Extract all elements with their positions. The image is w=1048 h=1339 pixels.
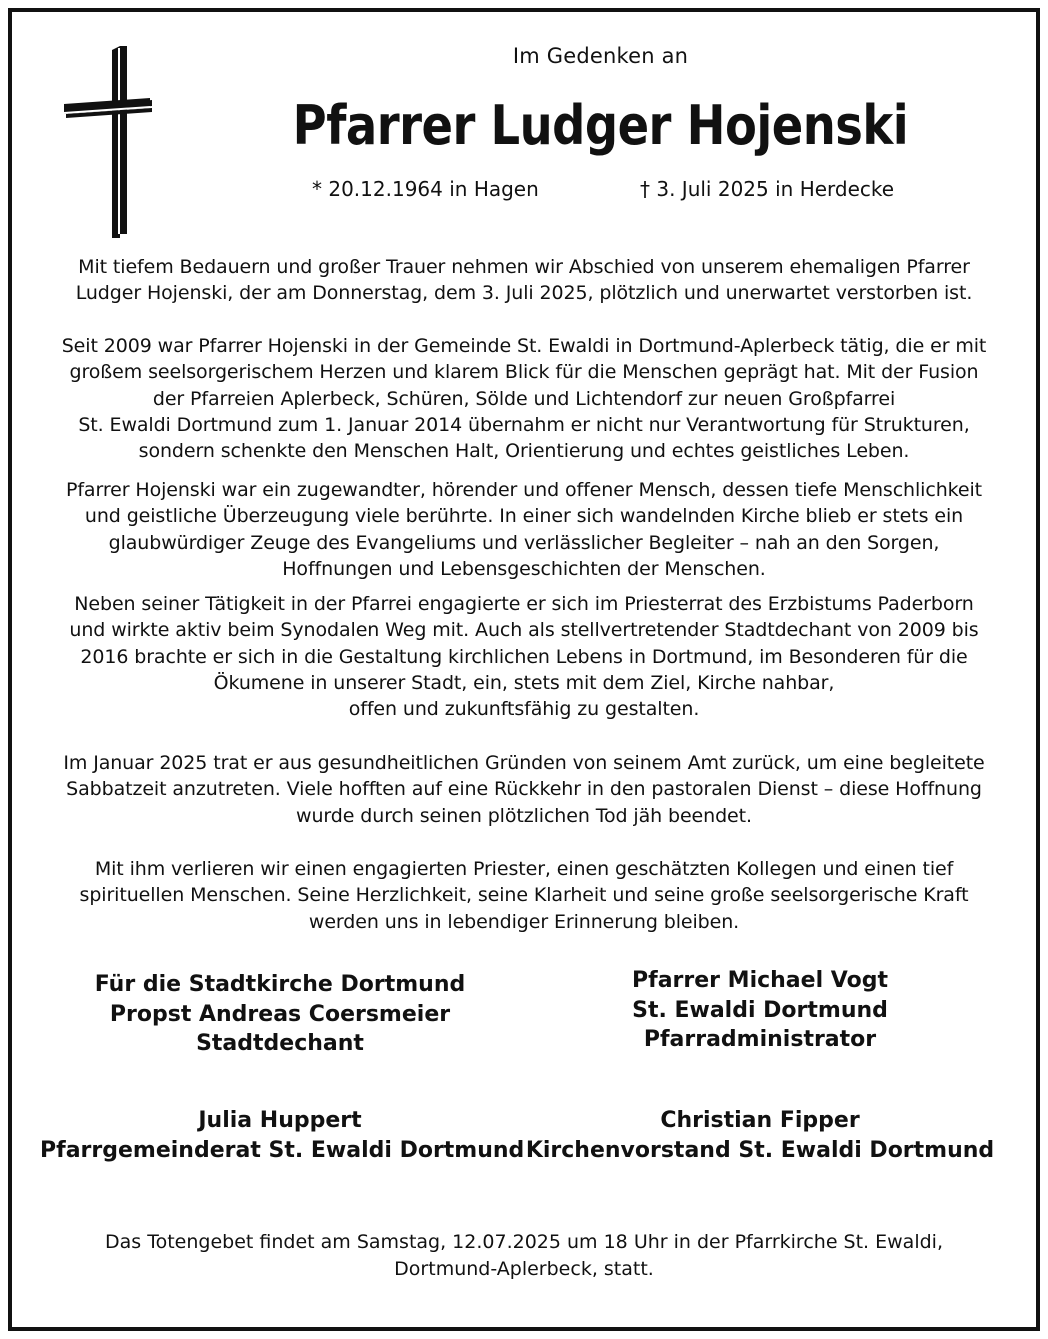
- paragraph-character: [40, 477, 1008, 582]
- paragraph-retirement: [40, 750, 1008, 829]
- text-line: Neben seiner Tätigkeit in der Pfarrei engagierte er sich im Priesterrat des Erzbistums Paderborn: [74, 593, 974, 615]
- signature-pfarradministrator: [520, 966, 1000, 1055]
- signature-line: Julia Huppert: [198, 1108, 362, 1133]
- text-line: Ökumene in unserer Stadt, ein, stets mit dem Ziel, Kirche nahbar,: [213, 671, 835, 694]
- text-line: Hoffnungen und Lebensgeschichten der Menschen.: [282, 557, 766, 580]
- signature-line: Christian Fipper: [660, 1108, 860, 1133]
- text-line: St. Ewaldi Dortmund zum 1. Januar 2014 übernahm er nicht nur Verantwortung für Strukturen,: [78, 413, 970, 436]
- paragraph-remembrance: [40, 856, 1008, 935]
- text-line: sondern schenkte den Menschen Halt, Orientierung und echtes geistliches Leben.: [138, 440, 910, 463]
- death-date: † 3. Juli 2025 in Herdecke: [640, 177, 895, 201]
- signature-line: Pfarrgemeinderat St. Ewaldi Dortmund: [40, 1137, 525, 1163]
- text-line: werden uns in lebendiger Erinnerung bleiben.: [308, 910, 740, 933]
- paragraph-career: [40, 333, 1008, 464]
- signature-kirchenvorstand: [520, 1106, 1000, 1165]
- text-line: wurde durch seinen plötzlichen Tod jäh beendet.: [296, 804, 752, 827]
- text-line: Ludger Hojenski, der am Donnerstag, dem 3. Juli 2025, plötzlich und unerwartet verstorben ist.: [75, 282, 973, 305]
- footer-line: Das Totengebet findet am Samstag, 12.07.2025 um 18 Uhr in der Pfarrkirche St. Ewaldi,: [105, 1231, 943, 1253]
- signature-line: Pfarrer Michael Vogt: [632, 968, 888, 993]
- text-line: spirituellen Menschen. Seine Herzlichkeit, seine Klarheit und seine große seelsorgerische Kraft: [79, 884, 969, 907]
- text-line: und geistliche Überzeugung viele berührte. In einer sich wandelnden Kirche blieb er stets ein: [84, 505, 964, 528]
- prayer-notice: [40, 1229, 1008, 1283]
- signature-line: Für die Stadtkirche Dortmund: [94, 972, 466, 997]
- signature-line: Pfarradministrator: [643, 1027, 877, 1052]
- intro-text: Im Gedenken an: [512, 44, 689, 68]
- signature-stadtkirche: [40, 970, 520, 1059]
- deceased-name: Pfarrer Ludger Hojenski: [292, 94, 909, 157]
- text-line: Mit ihm verlieren wir einen engagierten Priester, einen geschätzten Kollegen und einen tief: [94, 858, 954, 880]
- text-line: Pfarrer Hojenski war ein zugewandter, hörender und offener Mensch, dessen tiefe Menschlichkeit: [65, 479, 982, 501]
- text-line: der Pfarreien Aplerbeck, Schüren, Sölde und Lichtendorf zur neuen Großpfarrei: [152, 387, 896, 410]
- footer-line: Dortmund-Aplerbeck, statt.: [394, 1258, 654, 1280]
- signature-line: Propst Andreas Coersmeier: [109, 1001, 451, 1027]
- text-line: 2016 brachte er sich in die Gestaltung kirchlichen Lebens in Dortmund, im Besonderen für die: [80, 645, 968, 668]
- text-line: offen und zukunftsfähig zu gestalten.: [348, 698, 700, 721]
- signature-line: Stadtdechant: [196, 1031, 364, 1056]
- text-line: Sabbatzeit anzutreten. Viele hofften auf eine Rückkehr in den pastoralen Dienst – diese Hoffnung: [66, 778, 982, 801]
- signature-line: Kirchenvorstand St. Ewaldi Dortmund: [525, 1137, 995, 1163]
- text-line: glaubwürdiger Zeuge des Evangeliums und verlässlicher Begleiter – nah an den Sorgen,: [108, 531, 940, 554]
- text-line: Im Januar 2025 trat er aus gesundheitlichen Gründen von seinem Amt zurück, um eine begleitete: [63, 752, 985, 774]
- birth-date: * 20.12.1964 in Hagen: [312, 177, 539, 201]
- text-line: Mit tiefem Bedauern und großer Trauer nehmen wir Abschied von unserem ehemaligen Pfarrer: [78, 256, 970, 278]
- paragraph-engagement: [40, 591, 1008, 722]
- text-line: großem seelsorgerischem Herzen und klarem Blick für die Menschen geprägt hat. Mit der Fusion: [69, 361, 979, 384]
- signature-line: St. Ewaldi Dortmund: [632, 997, 888, 1023]
- signature-pfarrgemeinderat: [40, 1106, 525, 1165]
- text-line: Seit 2009 war Pfarrer Hojenski in der Gemeinde St. Ewaldi in Dortmund-Aplerbeck tätig, die er mit: [61, 335, 987, 357]
- paragraph-farewell: [40, 254, 1008, 307]
- text-line: und wirkte aktiv beim Synodalen Weg mit. Auch als stellvertretender Stadtdechant von 2009 bis: [69, 619, 979, 642]
